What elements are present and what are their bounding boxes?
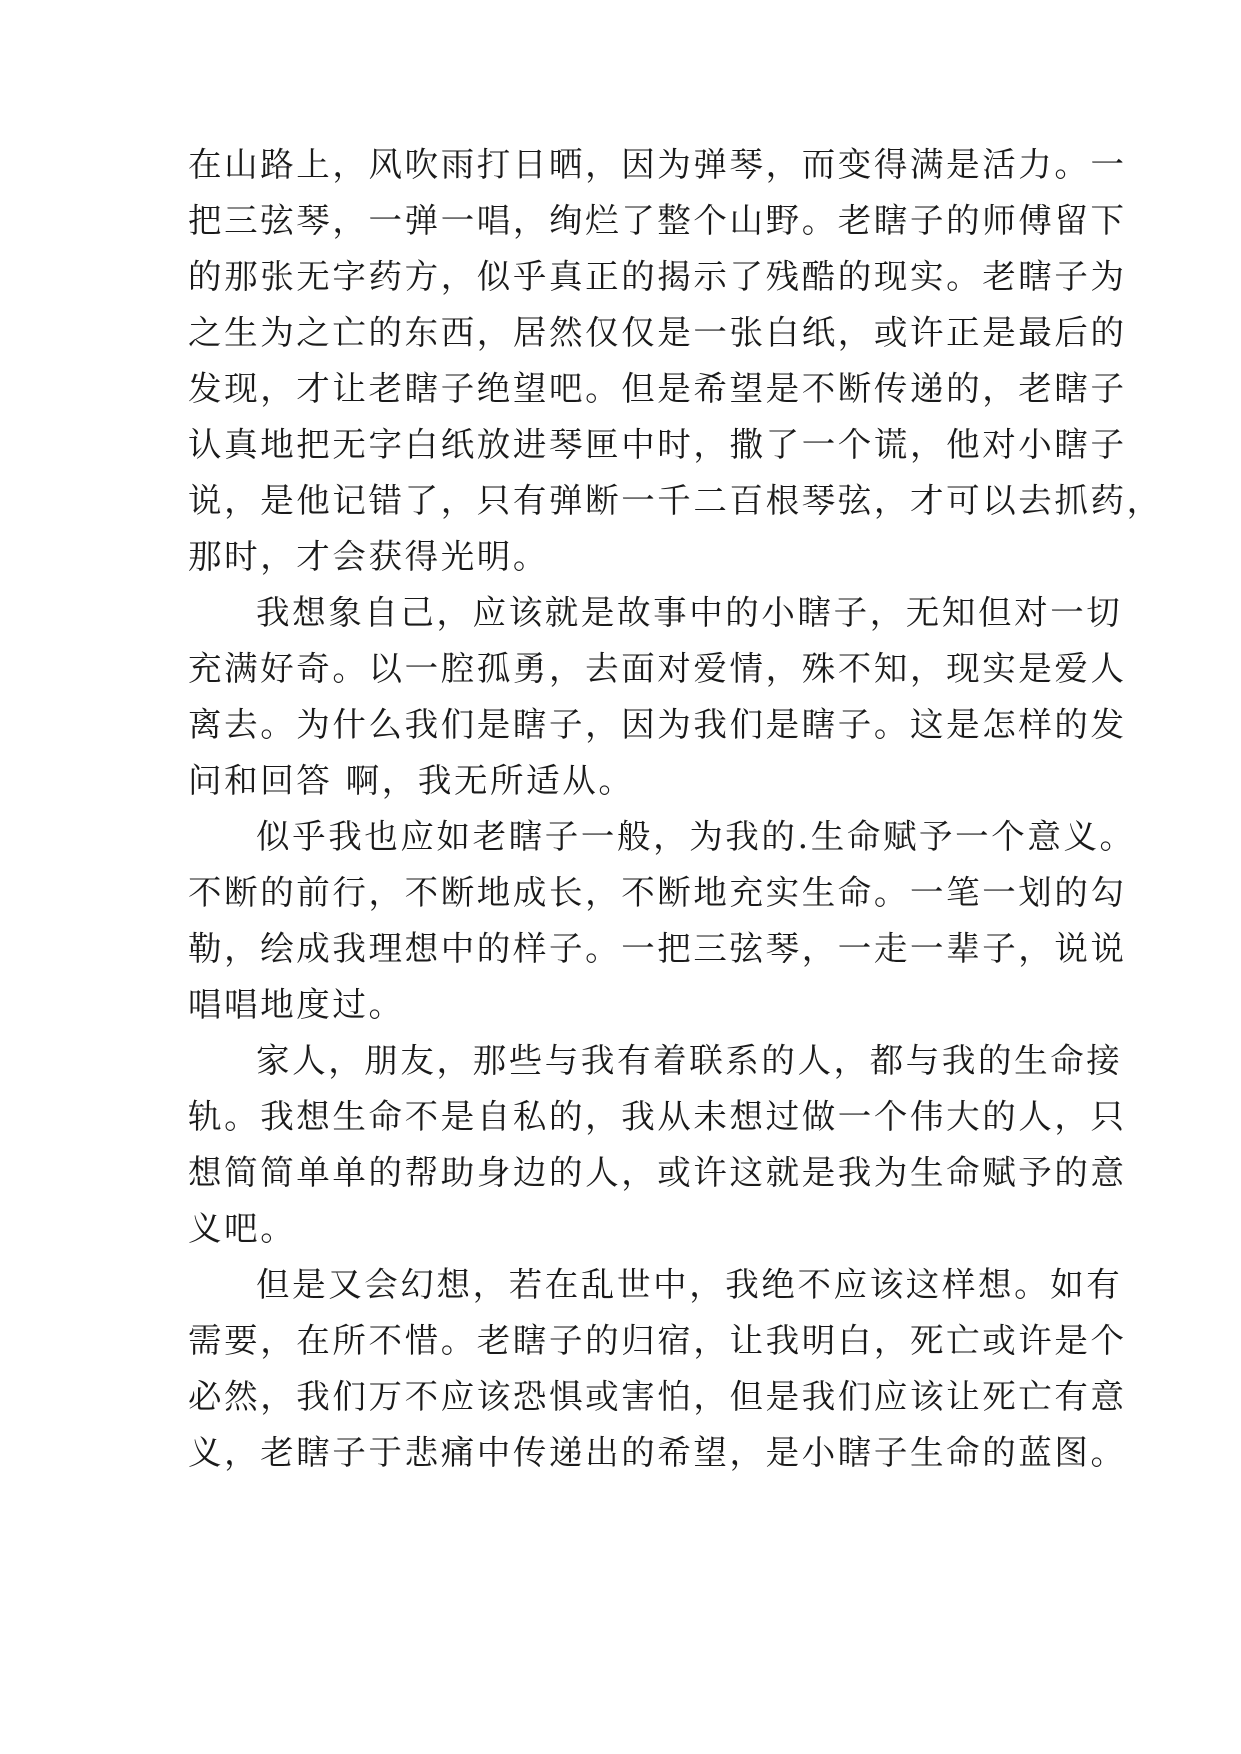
text-line: 认真地把无字白纸放进琴匣中时，撒了一个谎，他对小瞎子 [188,425,1127,464]
text-line: 把三弦琴，一弹一唱，绚烂了整个山野。老瞎子的师傅留下 [188,201,1127,240]
text-line: 想简简单单的帮助身边的人，或许这就是我为生命赋予的意 [188,1153,1127,1192]
text-line: 不断的前行，不断地成长，不断地充实生命。一笔一划的勾 [188,873,1127,912]
text-line: 说，是他记错了，只有弹断一千二百根琴弦，才可以去抓药， [188,481,1163,520]
text-line: 在山路上，风吹雨打日晒，因为弹琴，而变得满是活力。一 [188,145,1127,184]
text-line: 发现，才让老瞎子绝望吧。但是希望是不断传递的，老瞎子 [188,369,1127,408]
text-line: 那时，才会获得光明。 [188,537,549,576]
paragraph-first-line: 似乎我也应如老瞎子一般，为我的.生命赋予一个意义。 [256,817,1136,856]
paragraph-first-line: 但是又会幻想，若在乱世中，我绝不应该这样想。如有 [256,1265,1123,1304]
text-line: 的那张无字药方，似乎真正的揭示了残酷的现实。老瞎子为 [188,257,1127,296]
paragraph-first-line: 家人，朋友，那些与我有着联系的人，都与我的生命接 [256,1041,1123,1080]
paragraph-first-line: 我想象自己，应该就是故事中的小瞎子，无知但对一切 [256,593,1123,632]
text-line: 义，老瞎子于悲痛中传递出的希望，是小瞎子生命的蓝图。 [188,1433,1127,1472]
text-line: 义吧。 [188,1209,297,1248]
text-line: 之生为之亡的东西，居然仅仅是一张白纸，或许正是最后的 [188,313,1127,352]
text-line: 勒，绘成我理想中的样子。一把三弦琴，一走一辈子，说说 [188,929,1127,968]
text-line: 轨。我想生命不是自私的，我从未想过做一个伟大的人，只 [188,1097,1127,1136]
text-line: 问和回答 啊，我无所适从。 [188,761,635,800]
text-line: 必然，我们万不应该恐惧或害怕，但是我们应该让死亡有意 [188,1377,1127,1416]
text-line: 充满好奇。以一腔孤勇，去面对爱情，殊不知，现实是爱人 [188,649,1127,688]
text-line: 离去。为什么我们是瞎子，因为我们是瞎子。这是怎样的发 [188,705,1127,744]
text-line: 需要，在所不惜。老瞎子的归宿，让我明白，死亡或许是个 [188,1321,1127,1360]
text-line: 唱唱地度过。 [188,985,405,1024]
